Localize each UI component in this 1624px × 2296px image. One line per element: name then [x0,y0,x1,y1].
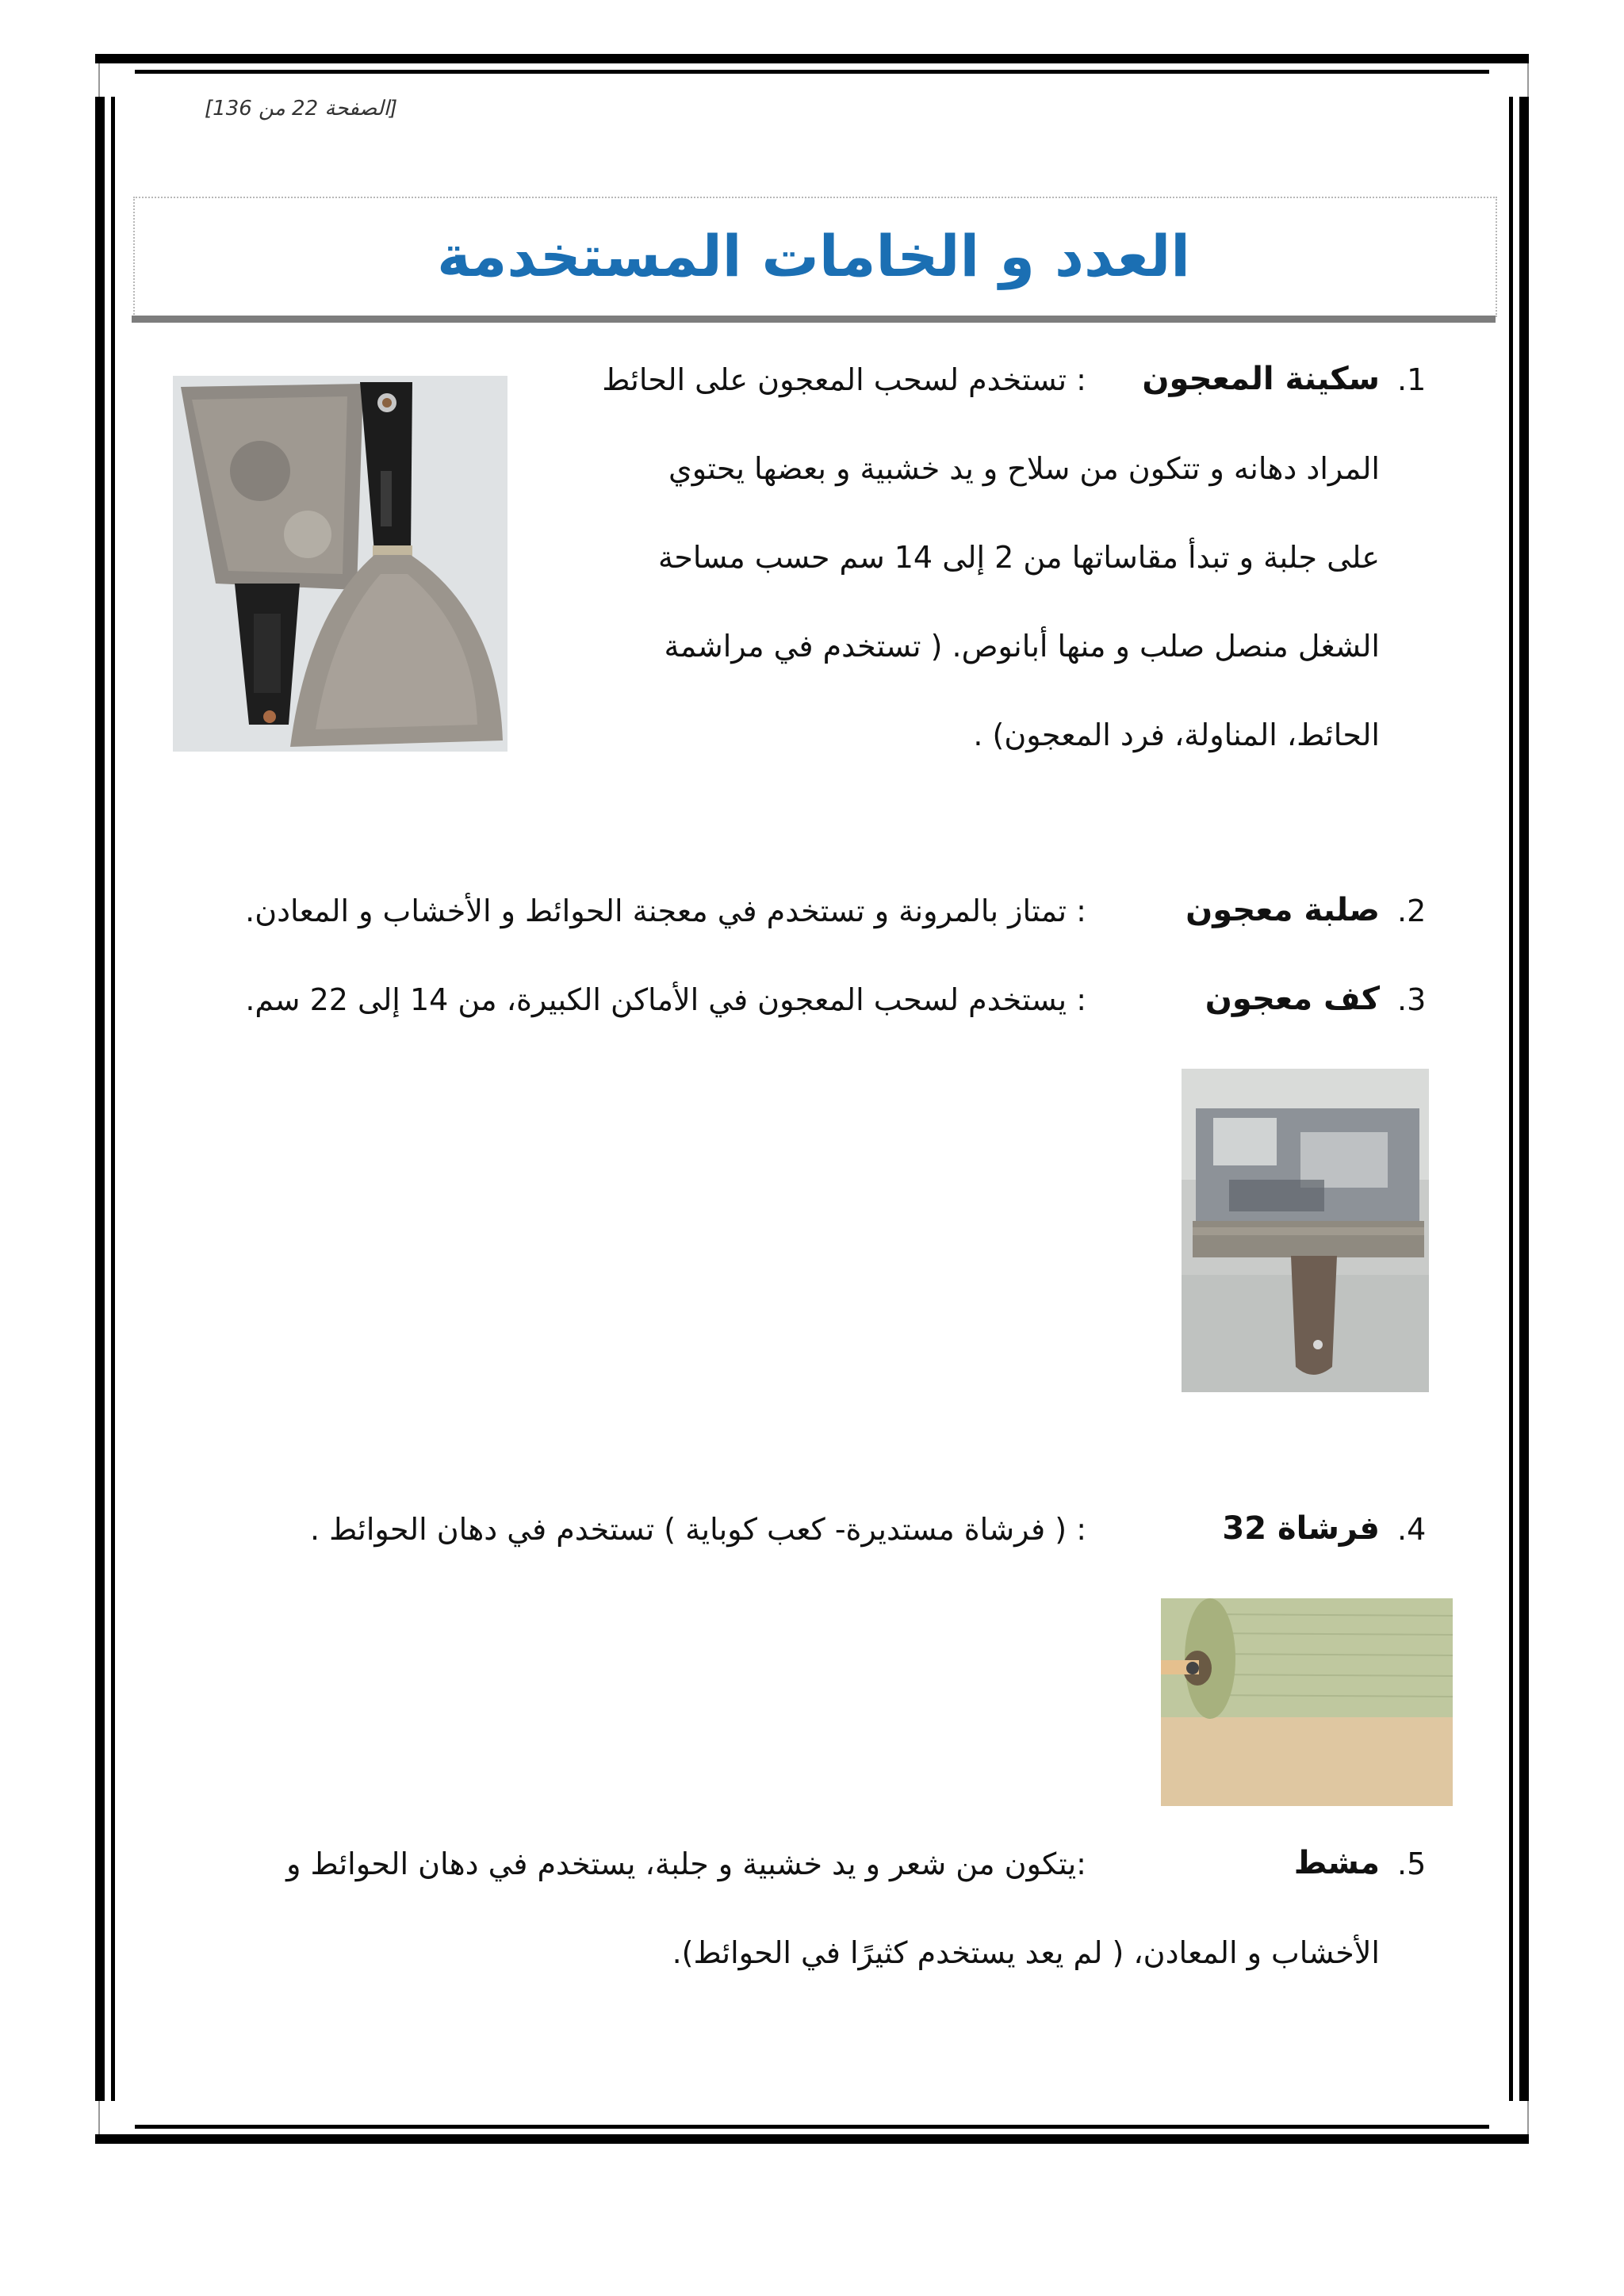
trowel-image [1182,1069,1429,1392]
item-term: مشط [1293,1845,1380,1881]
page-title: العدد و الخامات المستخدمة [437,223,1190,289]
item-number: .3 [1397,982,1427,1017]
item-text-line: : يستخدم لسحب المعجون في الأماكن الكبيرة، من 14 إلى 22 سم. [245,982,1086,1017]
paint-roller-image [1161,1598,1453,1806]
item-text-line: على جلبة و تبدأ مقاساتها من 2 إلى 14 سم حسب مساحة [657,540,1380,575]
item-text-line: : ( فرشاة مستديرة- كعب كوباية ) تستخدم في دهان الحوائط . [310,1512,1086,1547]
page-number: [الصفحة 22 من 136] [205,97,398,121]
item-number: .2 [1397,894,1427,928]
item-number: .5 [1397,1846,1427,1881]
item-term: سكينة المعجون [1142,361,1380,397]
item-text-line: الحائط، المناولة، فرد المعجون) . [973,718,1380,752]
item-text-line: : تستخدم لسحب المعجون على الحائط [602,362,1086,397]
item-term: فرشاة 32 [1222,1510,1380,1547]
item-text-line: :يتكون من شعر و يد خشبية و جلبة، يستخدم في دهان الحوائط و [286,1846,1086,1881]
putty-knives-image [173,376,508,752]
item-term: صلبة معجون [1185,892,1380,928]
item-number: .1 [1397,362,1427,397]
item-number: .4 [1397,1512,1427,1547]
item-text-line: الأخشاب و المعادن، ( لم يعد يستخدم كثيرًا في الحوائط). [672,1935,1380,1970]
item-text-line: المراد دهانه و تتكون من سلاح و يد خشبية و بعضها يحتوي [668,451,1380,486]
title-underline [132,316,1496,323]
item-text-line: الشغل منصل صلب و منها أبانوص. ( تستخدم في مراشمة [664,629,1380,664]
item-term: كف معجون [1205,981,1380,1017]
item-text-line: : تمتاز بالمرونة و تستخدم في معجنة الحوائط و الأخشاب و المعادن. [245,894,1086,928]
